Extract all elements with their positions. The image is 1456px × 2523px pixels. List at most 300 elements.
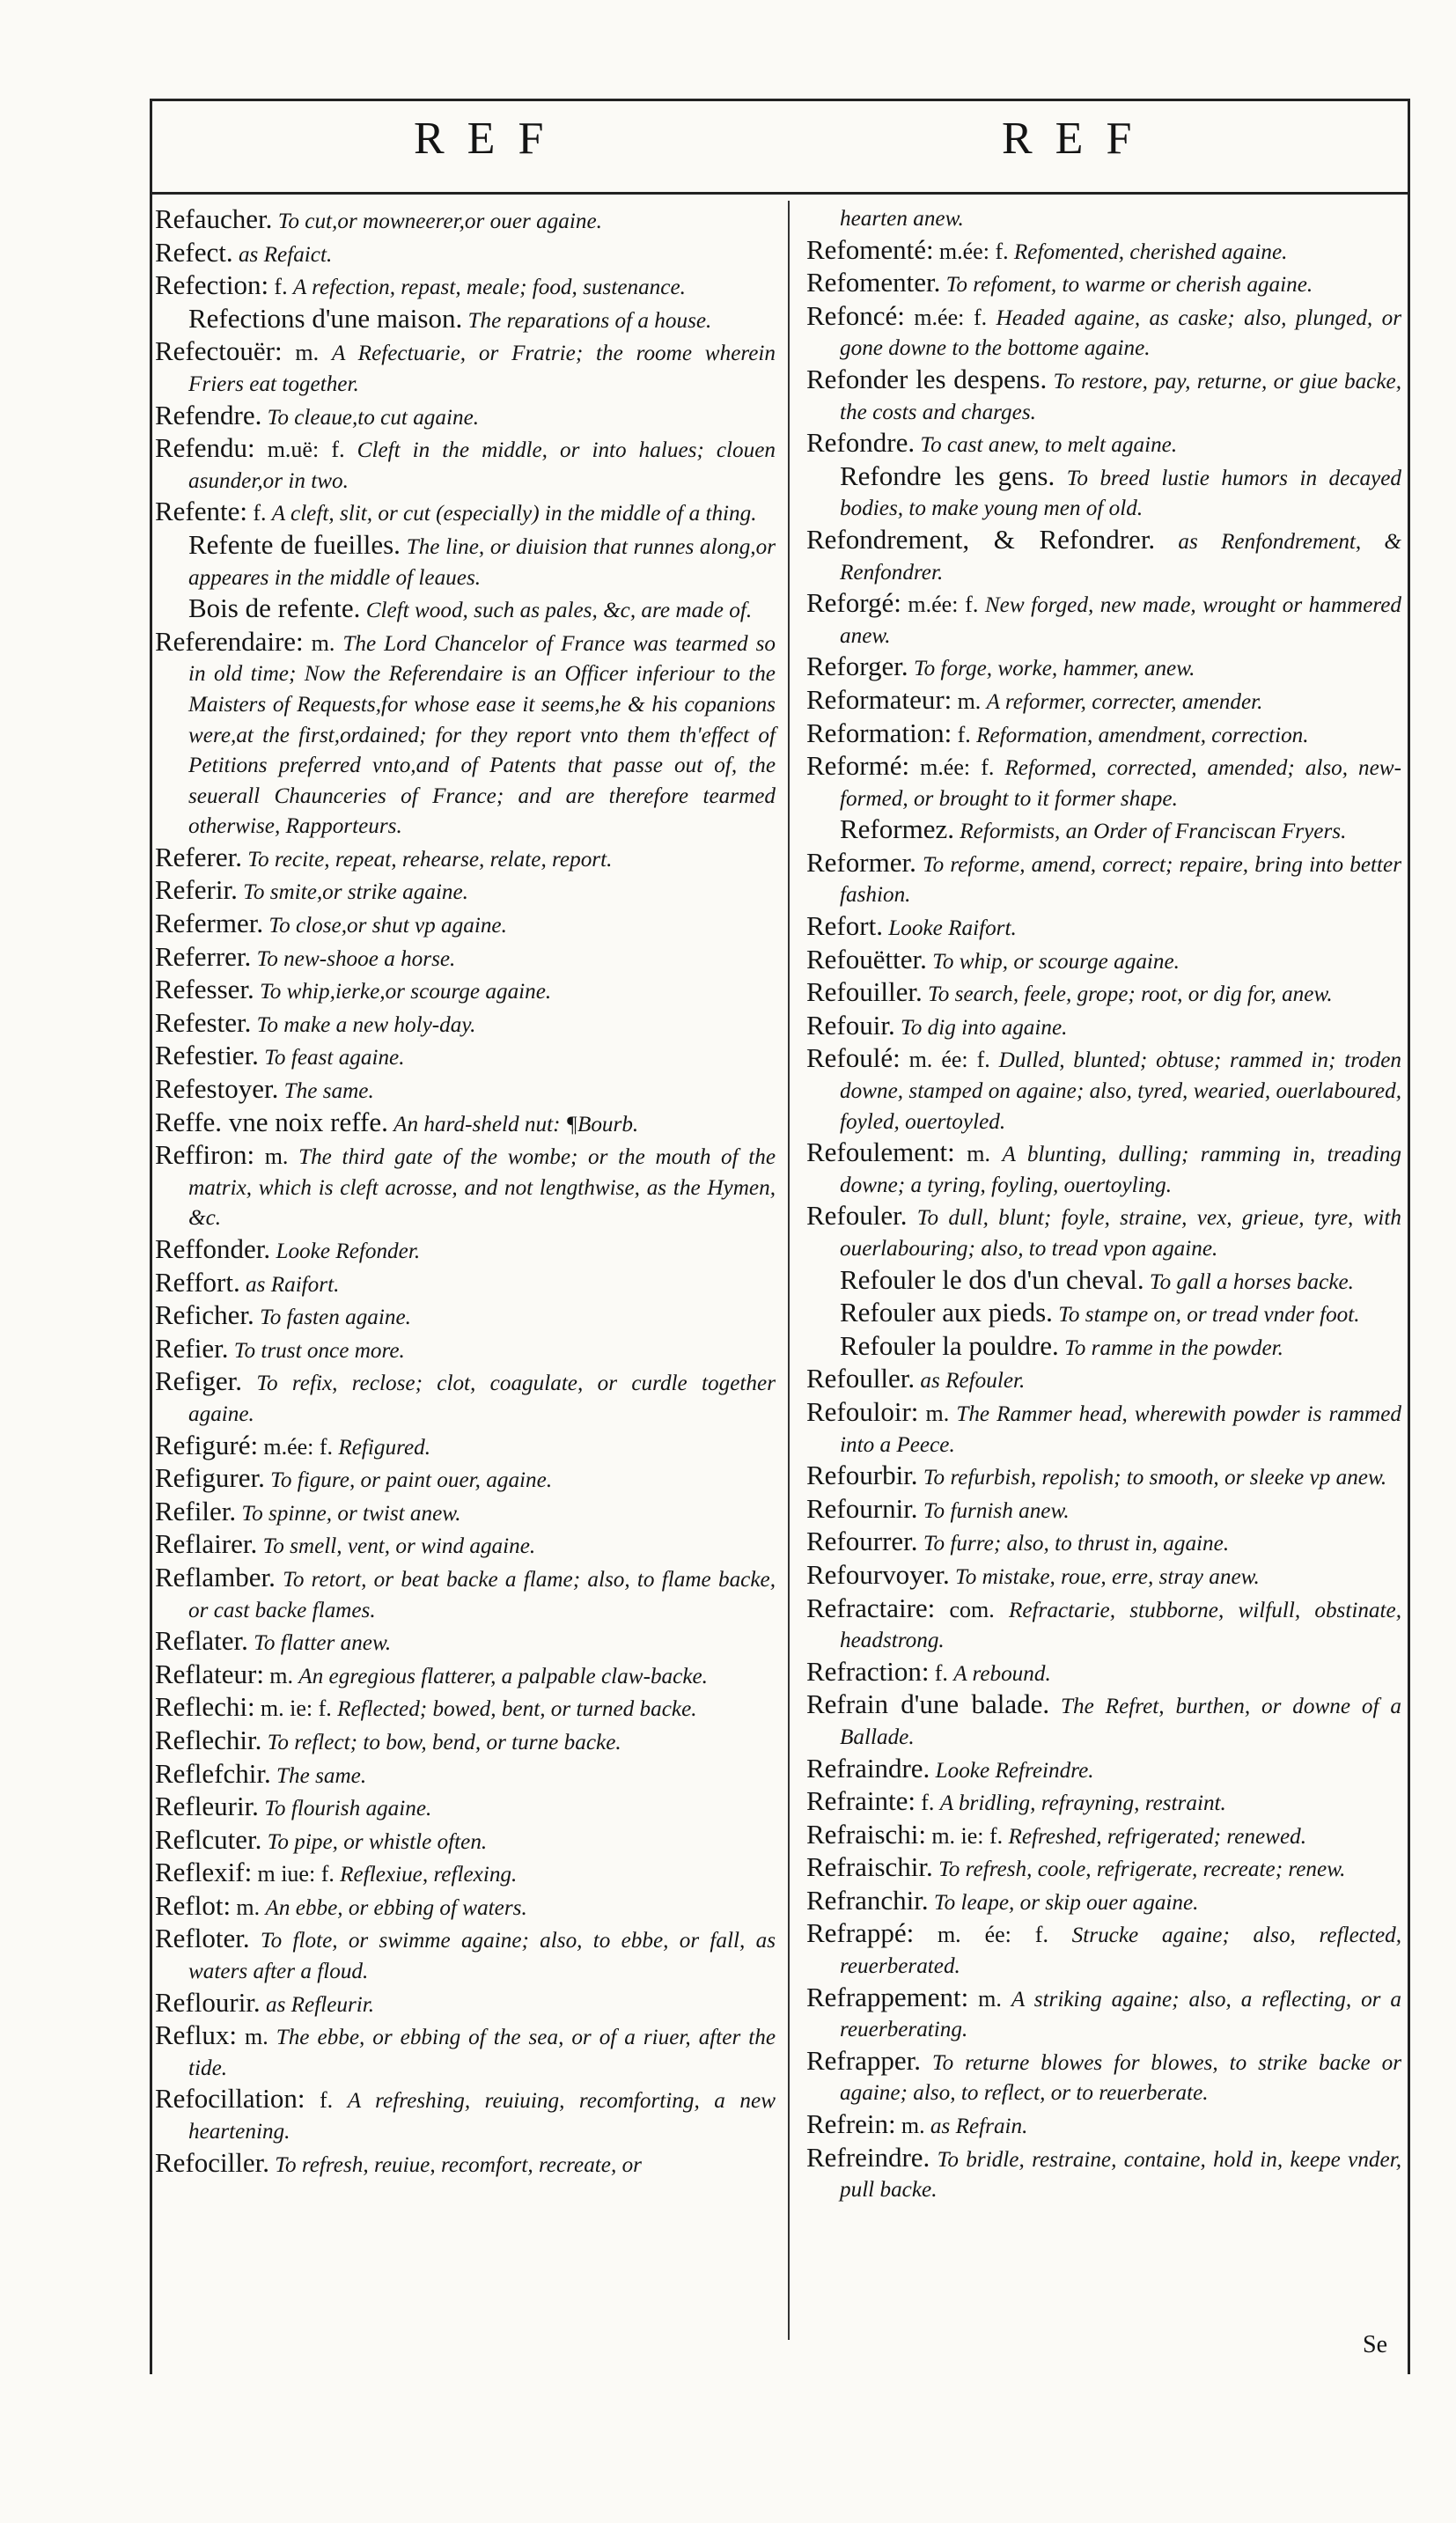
entry-headword: Refoulement: — [806, 1136, 955, 1168]
entry-definition: Cleft in the middle, or into halues; clouen asunder,or in two. — [188, 438, 776, 493]
entry-definition: A rebound. — [953, 1661, 1051, 1686]
entry-definition: To retort, or beat backe a flame; also, to flame backe, or cast backe flames. — [188, 1567, 776, 1622]
dictionary-entry — [155, 908, 776, 942]
entry-definition: To spinne, or twist anew. — [241, 1501, 461, 1526]
entry-grammar: m. — [311, 629, 335, 656]
dictionary-entry — [806, 1526, 1401, 1560]
entry-headword: Reformateur: — [806, 683, 952, 715]
entry-headword: Refraction: — [806, 1655, 930, 1687]
entry-headword: Refouler le dos d'un cheval. — [840, 1263, 1144, 1295]
entry-headword: Refections d'une maison. — [188, 302, 463, 334]
dictionary-entry — [806, 1364, 1401, 1397]
entry-headword: Reflot: — [155, 1889, 232, 1921]
entry-definition: To smite,or strike againe. — [243, 880, 468, 905]
dictionary-entry — [806, 588, 1401, 651]
dictionary-entry — [155, 1107, 776, 1141]
entry-definition: The Rammer head, wherewith powder is rammed into a Peece. — [840, 1401, 1402, 1457]
entry-headword: Refloter. — [155, 1923, 250, 1954]
dictionary-entry — [806, 1560, 1401, 1593]
entry-definition: To cast anew, to melt againe. — [920, 433, 1178, 458]
entry-definition: A Refectuarie, or Fratrie; the roome wherein Friers eat together. — [188, 342, 776, 396]
entry-headword: Reflamber. — [155, 1561, 276, 1593]
entry-definition: A cleft, slit, or cut (especially) in the middle of a thing. — [271, 502, 757, 526]
entry-definition: An egregious flatterer, a palpable claw-backe. — [298, 1664, 708, 1688]
entry-definition: Reflexiue, reflexing. — [340, 1863, 518, 1887]
dictionary-entry — [155, 1268, 776, 1301]
entry-definition: To refresh, coole, refrigerate, recreate; renew. — [938, 1857, 1346, 1882]
entry-definition: as Refleurir. — [265, 1992, 375, 2017]
dictionary-entry — [155, 593, 776, 627]
dictionary-entry — [806, 204, 1401, 235]
entry-headword: Referendaire: — [155, 625, 304, 657]
dictionary-entry — [806, 977, 1401, 1011]
entry-headword: Refourbir. — [806, 1460, 918, 1491]
entry-definition: New forged, new made, wrought or hammered anew. — [840, 593, 1402, 648]
dictionary-entry — [806, 1265, 1401, 1298]
dictionary-entry — [155, 2148, 776, 2181]
dictionary-entry — [806, 461, 1401, 525]
entry-definition: To reforme, amend, correct; repaire, bring into better fashion. — [840, 852, 1402, 908]
dictionary-entry — [155, 942, 776, 975]
entry-headword: Reflairer. — [155, 1528, 258, 1560]
entry-grammar: m. — [236, 1894, 261, 1920]
entry-headword: Refier. — [155, 1332, 229, 1364]
entry-headword: Refoulé: — [806, 1042, 901, 1074]
entry-headword: Refouiller. — [806, 976, 923, 1008]
entry-headword: Reficher. — [155, 1299, 254, 1331]
dictionary-entry — [806, 911, 1401, 945]
entry-headword: Reflexif: — [155, 1857, 253, 1888]
dictionary-entry — [806, 1460, 1401, 1494]
dictionary-entry — [155, 1074, 776, 1107]
dictionary-entry — [806, 1982, 1401, 2046]
entry-grammar: m. ie: f. — [931, 1822, 1004, 1849]
dictionary-entry — [806, 685, 1401, 718]
dictionary-entry — [155, 1431, 776, 1464]
entry-headword: Refrein: — [806, 2108, 896, 2140]
entry-definition: To forge, worke, hammer, anew. — [913, 657, 1195, 681]
entry-definition: A blunting, dulling; ramming in, treading downe; a tyring, foyling, ouertoyling. — [840, 1143, 1402, 1197]
entry-definition: To ramme in the powder. — [1064, 1335, 1283, 1360]
left-column — [155, 204, 776, 2181]
dictionary-entry — [806, 1011, 1401, 1044]
entry-grammar: f. — [921, 1790, 935, 1816]
entry-headword: Reflourir. — [155, 1986, 261, 2018]
dictionary-entry — [806, 651, 1401, 685]
entry-headword: Refraindre. — [806, 1752, 930, 1784]
dictionary-entry — [155, 1924, 776, 1987]
dictionary-entry — [806, 1918, 1401, 1982]
dictionary-entry — [806, 2143, 1401, 2206]
dictionary-entry — [806, 301, 1401, 364]
dictionary-entry — [155, 1366, 776, 1430]
dictionary-entry — [155, 1857, 776, 1891]
entry-definition: Reformists, an Order of Franciscan Fryers. — [960, 820, 1347, 844]
entry-grammar: m. — [244, 2024, 268, 2050]
dictionary-entry — [155, 1988, 776, 2021]
dictionary-entry — [806, 1201, 1401, 1264]
entry-definition: To cut,or mowneerer,or ouer againe. — [277, 210, 602, 233]
entry-definition: To breed lustie humors in decayed bodies, to make young men of old. — [840, 466, 1402, 521]
entry-definition: To new-shooe a horse. — [256, 946, 456, 971]
entry-definition: To recite, repeat, rehearse, relate, report. — [247, 847, 613, 872]
entry-headword: Refranchir. — [806, 1884, 929, 1916]
entry-headword: Reformez. — [840, 813, 954, 845]
dictionary-entry — [155, 204, 776, 238]
dictionary-entry — [155, 842, 776, 876]
entry-definition: To refix, reclose; clot, coagulate, or curdle together againe. — [188, 1372, 776, 1426]
dictionary-entry — [155, 2020, 776, 2084]
column-divider — [788, 201, 790, 2340]
entry-grammar: f. — [274, 274, 288, 300]
dictionary-entry — [155, 1759, 776, 1792]
entry-grammar: f. — [320, 2087, 334, 2114]
dictionary-entry — [155, 1692, 776, 1725]
dictionary-entry — [806, 848, 1401, 911]
dictionary-entry — [155, 2084, 776, 2147]
entry-headword: Reflefchir. — [155, 1757, 271, 1789]
entry-headword: Refestoyer. — [155, 1073, 279, 1105]
dictionary-entry — [806, 1298, 1401, 1331]
entry-definition: as Renfondrement, & Renfondrer. — [840, 529, 1402, 585]
entry-headword: Refiler. — [155, 1495, 237, 1526]
dictionary-entry — [806, 1657, 1401, 1690]
dictionary-entry — [806, 1137, 1401, 1201]
entry-definition: To make a new holy-day. — [256, 1012, 476, 1037]
dictionary-entry — [806, 814, 1401, 848]
entry-definition: To leape, or skip ouer againe. — [933, 1890, 1199, 1915]
entry-headword: Reflater. — [155, 1625, 248, 1657]
entry-headword: Reflateur: — [155, 1658, 264, 1689]
entry-headword: Refaucher. — [155, 203, 273, 234]
entry-headword: Refrappé: — [806, 1917, 915, 1949]
entry-grammar: m. ie: f. — [260, 1695, 332, 1722]
entry-headword: Refendre. — [155, 399, 262, 430]
entry-grammar: f. — [253, 500, 267, 526]
entry-grammar: m. — [901, 2113, 925, 2139]
dictionary-entry — [155, 336, 776, 400]
entry-headword: Refouler aux pieds. — [840, 1297, 1053, 1328]
entry-headword: Refectouër: — [155, 335, 283, 367]
header-rule — [150, 192, 1410, 195]
entry-grammar: m. ée: f. — [937, 1922, 1048, 1948]
dictionary-entry — [806, 268, 1401, 301]
entry-headword: Reforgé: — [806, 587, 901, 619]
entry-headword: Refente de fueilles. — [188, 528, 401, 560]
dictionary-entry — [806, 235, 1401, 268]
entry-headword: Refester. — [155, 1006, 252, 1038]
entry-definition: An ebbe, or ebbing of waters. — [265, 1895, 527, 1920]
entry-definition: To search, feele, grope; root, or dig for, anew. — [928, 982, 1333, 1007]
entry-grammar: m. — [264, 1144, 289, 1170]
dictionary-entry — [155, 1529, 776, 1563]
entry-headword: Refrainte: — [806, 1785, 916, 1817]
entry-headword: Refiguré: — [155, 1429, 259, 1460]
entry-headword: Refourrer. — [806, 1526, 918, 1557]
entry-definition: To cleaue,to cut againe. — [267, 405, 480, 430]
entry-definition: A refreshing, reuiuing, recomforting, a new heartening. — [188, 2089, 776, 2144]
dictionary-entry — [155, 1791, 776, 1825]
entry-grammar: f. — [934, 1659, 948, 1686]
entry-headword: Refocillation: — [155, 2083, 305, 2115]
entry-definition: To bridle, restraine, containe, hold in, keepe vnder, pull backe. — [840, 2147, 1402, 2203]
entry-definition: To pipe, or whistle often. — [267, 1829, 488, 1854]
entry-definition: To whip,ierke,or scourge againe. — [260, 980, 552, 1004]
dictionary-entry — [806, 1852, 1401, 1886]
dictionary-entry — [155, 1825, 776, 1858]
entry-headword: Reflux: — [155, 2019, 237, 2051]
entry-headword: Refestier. — [155, 1040, 259, 1071]
entry-definition: To fasten againe. — [260, 1306, 411, 1330]
entry-headword: Refermer. — [155, 908, 264, 939]
dictionary-entry — [806, 2109, 1401, 2143]
dictionary-entry — [806, 1593, 1401, 1657]
dictionary-entry — [155, 1041, 776, 1074]
entry-headword: Reflechi: — [155, 1691, 255, 1723]
entry-definition: Reflected; bowed, bent, or turned backe. — [337, 1697, 697, 1722]
entry-headword: Refesser. — [155, 974, 254, 1005]
dictionary-entry — [155, 270, 776, 304]
dictionary-entry — [155, 1497, 776, 1530]
entry-headword: Referer. — [155, 841, 242, 872]
entry-headword: Refondre les gens. — [840, 460, 1055, 491]
entry-headword: Reflcuter. — [155, 1823, 262, 1855]
entry-definition: To close,or shut vp againe. — [268, 914, 507, 938]
dictionary-entry — [155, 627, 776, 842]
dictionary-entry — [155, 1626, 776, 1659]
entry-headword: Reflechir. — [155, 1724, 262, 1755]
entry-definition: An hard-sheld nut: ¶Bourb. — [393, 1112, 639, 1136]
entry-grammar: com. — [949, 1596, 995, 1622]
entry-definition: The third gate of the wombe; or the mouth of the matrix, which is cleft acrosse, and not lengthwise, as the Hymen, &c. — [188, 1145, 776, 1231]
entry-definition: Reformation, amendment, correction. — [976, 723, 1309, 747]
entry-definition: The Lord Chancelor of France was tearmed so in old time; Now the Referendaire is an Officer inferiour to the Maisters of Requests,for whose ease it seems,he & his copanions were,at the first,ordained; for they report vnto them th'effect of Petitions preferred vnto,and of Patents that passe out of, the seuerall Chaunceries of France; and are therefore tearmed otherwise, Rapporteurs. — [188, 631, 776, 839]
dictionary-entry — [155, 530, 776, 593]
entry-headword: Refouler la pouldre. — [840, 1329, 1059, 1361]
dictionary-entry — [806, 1689, 1401, 1753]
entry-grammar: f. — [957, 721, 971, 747]
entry-headword: Refondre. — [806, 427, 916, 459]
entry-grammar: m.uë: f. — [267, 437, 345, 463]
entry-headword: Refrappement: — [806, 1981, 969, 2012]
entry-headword: Refect. — [155, 236, 233, 268]
entry-definition: Dulled, blunted; obtuse; rammed in; troden downe, stamped on againe; also, tyred, wearied, ouerlaboured, foyled, ouertoyled. — [840, 1048, 1402, 1134]
entry-grammar: m. — [967, 1141, 990, 1167]
entry-headword: Refouir. — [806, 1009, 895, 1041]
entry-headword: Refraischir. — [806, 1851, 933, 1883]
dictionary-entry — [155, 975, 776, 1008]
entry-grammar: m.ée: f. — [920, 754, 995, 781]
entry-headword: Refection: — [155, 269, 269, 301]
entry-definition: Headed againe, as caske; also, plunged, or gone downe to the bottome againe. — [840, 305, 1402, 361]
entry-headword: Refonder les despens. — [806, 363, 1048, 394]
entry-definition: The same. — [276, 1763, 367, 1788]
entry-headword: Refigurer. — [155, 1462, 265, 1494]
entry-headword: Refreindre. — [806, 2141, 930, 2173]
entry-grammar: m. ée: f. — [908, 1047, 990, 1073]
dictionary-entry — [155, 497, 776, 530]
dictionary-entry — [806, 1820, 1401, 1853]
dictionary-entry — [155, 1234, 776, 1268]
entry-definition: Cleft wood, such as pales, &c, are made of. — [365, 599, 753, 623]
entry-grammar: m. — [295, 340, 320, 366]
entry-headword: Refondrement, & Refondrer. — [806, 523, 1156, 555]
entry-headword: Refractaire: — [806, 1592, 936, 1623]
entry-headword: Bois de refente. — [188, 592, 361, 624]
entry-definition: To restore, pay, returne, or giue backe, the costs and charges. — [840, 369, 1401, 424]
running-head-right: REF — [1002, 114, 1155, 164]
entry-grammar: m. — [269, 1662, 293, 1688]
dictionary-entry — [806, 364, 1401, 428]
dictionary-entry — [155, 1725, 776, 1759]
dictionary-entry — [155, 401, 776, 434]
dictionary-entry — [155, 1659, 776, 1693]
dictionary-entry — [806, 525, 1401, 588]
entry-definition: To feast againe. — [264, 1046, 405, 1070]
entry-headword: Reffiron: — [155, 1139, 255, 1171]
entry-definition: A bridling, refrayning, restraint. — [939, 1791, 1226, 1816]
entry-headword: Refrapper. — [806, 2044, 921, 2076]
entry-definition: To refresh, reuiue, recomfort, recreate, or — [275, 2152, 642, 2177]
dictionary-entry — [155, 875, 776, 908]
entry-headword: Refoncé: — [806, 299, 905, 331]
entry-headword: Refort. — [806, 910, 883, 942]
entry-headword: Refente: — [155, 496, 248, 527]
entry-definition: as Refrain. — [930, 2115, 1028, 2139]
entry-headword: Refouloir: — [806, 1395, 919, 1427]
entry-definition: as Raifort. — [246, 1272, 340, 1297]
entry-definition: The reparations of a house. — [467, 308, 712, 333]
entry-definition: A reformer, correcter, amender. — [986, 689, 1263, 714]
dictionary-entry — [155, 1334, 776, 1367]
running-head-left: REF — [414, 114, 567, 164]
dictionary-entry — [806, 2046, 1401, 2109]
entry-grammar: m.ée: f. — [908, 592, 979, 618]
entry-headword: Reffonder. — [155, 1233, 271, 1264]
entry-headword: Refouler. — [806, 1200, 908, 1232]
entry-definition: To smell, vent, or wind againe. — [262, 1534, 536, 1559]
entry-definition: The ebbe, or ebbing of the sea, or of a riuer, after the tide. — [188, 2026, 776, 2080]
dictionary-entry — [806, 1331, 1401, 1364]
entry-grammar: m.ée: f. — [938, 238, 1009, 264]
entry-headword: Reffe. vne noix reffe. — [155, 1106, 388, 1137]
entry-definition: A striking againe; also, a reflecting, or a reuerberating. — [840, 1987, 1402, 2042]
entry-headword: Reformé: — [806, 750, 910, 782]
entry-definition: To flatter anew. — [254, 1631, 392, 1656]
dictionary-entry — [806, 718, 1401, 752]
entry-headword: Reffort. — [155, 1266, 240, 1298]
entry-headword: Referrer. — [155, 940, 252, 972]
dictionary-entry — [155, 1891, 776, 1924]
entry-headword: Refleurir. — [155, 1791, 259, 1822]
entry-headword: Refendu: — [155, 432, 255, 464]
entry-definition: To refoment, to warme or cherish againe. — [945, 273, 1313, 298]
entry-definition: Refigured. — [338, 1435, 431, 1460]
dictionary-entry — [155, 1008, 776, 1041]
entry-grammar: m. — [925, 1400, 950, 1426]
entry-definition: Refractarie, stubborne, wilfull, obstinate, headstrong. — [840, 1598, 1402, 1653]
entry-grammar: m.ée: f. — [263, 1433, 334, 1460]
entry-headword: Refomenté: — [806, 233, 934, 265]
entry-definition: To dig into againe. — [901, 1015, 1068, 1040]
dictionary-entry — [806, 1494, 1401, 1527]
entry-definition: To trust once more. — [233, 1338, 405, 1363]
entry-headword: Reformation: — [806, 717, 952, 748]
entry-headword: Refournir. — [806, 1492, 918, 1524]
entry-headword: Refiger. — [155, 1365, 242, 1397]
dictionary-entry — [806, 751, 1401, 814]
entry-grammar: m.ée: f. — [914, 304, 988, 330]
entry-headword: Refouëtter. — [806, 943, 927, 975]
dictionary-entry — [806, 1886, 1401, 1919]
entry-definition: as Refaict. — [238, 242, 333, 267]
entry-definition: To reflect; to bow, bend, or turne backe. — [267, 1730, 621, 1754]
entry-definition: To returne blowes for blowes, to strike backe or againe; also, to reflect, or to reuerberate. — [840, 2050, 1401, 2106]
dictionary-entry — [155, 304, 776, 337]
entry-definition: To refurbish, repolish; to smooth, or sleeke vp anew. — [923, 1466, 1387, 1490]
entry-definition: Strucke againe; also, reflected, reuerberated. — [840, 1924, 1402, 1979]
entry-definition: The line, or diuision that runnes along,or appeares in the middle of leaues. — [188, 534, 776, 590]
entry-definition: Refomented, cherished againe. — [1013, 239, 1288, 264]
entry-definition: To flourish againe. — [264, 1797, 432, 1821]
entry-definition: Looke Refreindre. — [935, 1758, 1094, 1783]
dictionary-entry — [806, 1786, 1401, 1820]
entry-definition: Refreshed, refrigerated; renewed. — [1008, 1824, 1307, 1849]
dictionary-entry — [806, 1397, 1401, 1460]
dictionary-entry — [155, 1563, 776, 1626]
entry-definition: To furnish anew. — [923, 1498, 1070, 1523]
entry-definition: The same. — [283, 1079, 374, 1104]
entry-headword: Refrain d'une balade. — [806, 1688, 1050, 1720]
dictionary-entry — [155, 238, 776, 271]
entry-grammar: m. — [957, 688, 982, 714]
entry-definition: Looke Raifort. — [888, 916, 1017, 941]
entry-definition: To gall a horses backe. — [1149, 1269, 1354, 1294]
dictionary-entry — [806, 945, 1401, 978]
entry-definition: The Refret, burthen, or downe of a Ballade. — [840, 1695, 1401, 1749]
entry-definition: as Refouler. — [920, 1369, 1026, 1394]
entry-grammar: m iue: f. — [257, 1861, 335, 1887]
dictionary-entry — [806, 1043, 1401, 1137]
entry-definition: To whip, or scourge againe. — [932, 949, 1180, 974]
entry-definition: To dull, blunt; foyle, straine, vex, grieue, tyre, with ouerlabouring; also, to tread vpon againe. — [840, 1206, 1401, 1261]
entry-definition: A refection, repast, meale; food, sustenance. — [292, 276, 686, 300]
entry-definition: To stampe on, or tread vnder foot. — [1058, 1303, 1360, 1328]
entry-headword: Refourvoyer. — [806, 1558, 950, 1590]
entry-definition: To figure, or paint ouer, againe. — [270, 1468, 553, 1493]
entry-definition: To furre; also, to thrust in, againe. — [923, 1532, 1230, 1556]
dictionary-entry — [155, 1140, 776, 1234]
dictionary-entry — [155, 1463, 776, 1497]
entry-definition: To mistake, roue, erre, stray anew. — [955, 1564, 1260, 1589]
entry-definition: hearten anew. — [840, 207, 964, 231]
entry-definition: Looke Refonder. — [276, 1239, 421, 1263]
entry-headword: Refouller. — [806, 1363, 916, 1394]
dictionary-entry — [806, 428, 1401, 461]
entry-headword: Refociller. — [155, 2146, 269, 2178]
right-column — [806, 204, 1401, 2206]
dictionary-entry — [806, 1754, 1401, 1787]
entry-definition: To flote, or swimme againe; also, to ebbe, or fall, as waters after a floud. — [188, 1929, 776, 1984]
dictionary-entry — [155, 433, 776, 497]
entry-headword: Reformer. — [806, 846, 916, 878]
dictionary-entry — [155, 1300, 776, 1334]
entry-grammar: m. — [978, 1985, 1002, 2012]
catchword: Se — [1363, 2331, 1387, 2358]
entry-headword: Reforger. — [806, 651, 908, 682]
entry-headword: Referir. — [155, 874, 238, 906]
entry-headword: Refraischi: — [806, 1818, 927, 1850]
